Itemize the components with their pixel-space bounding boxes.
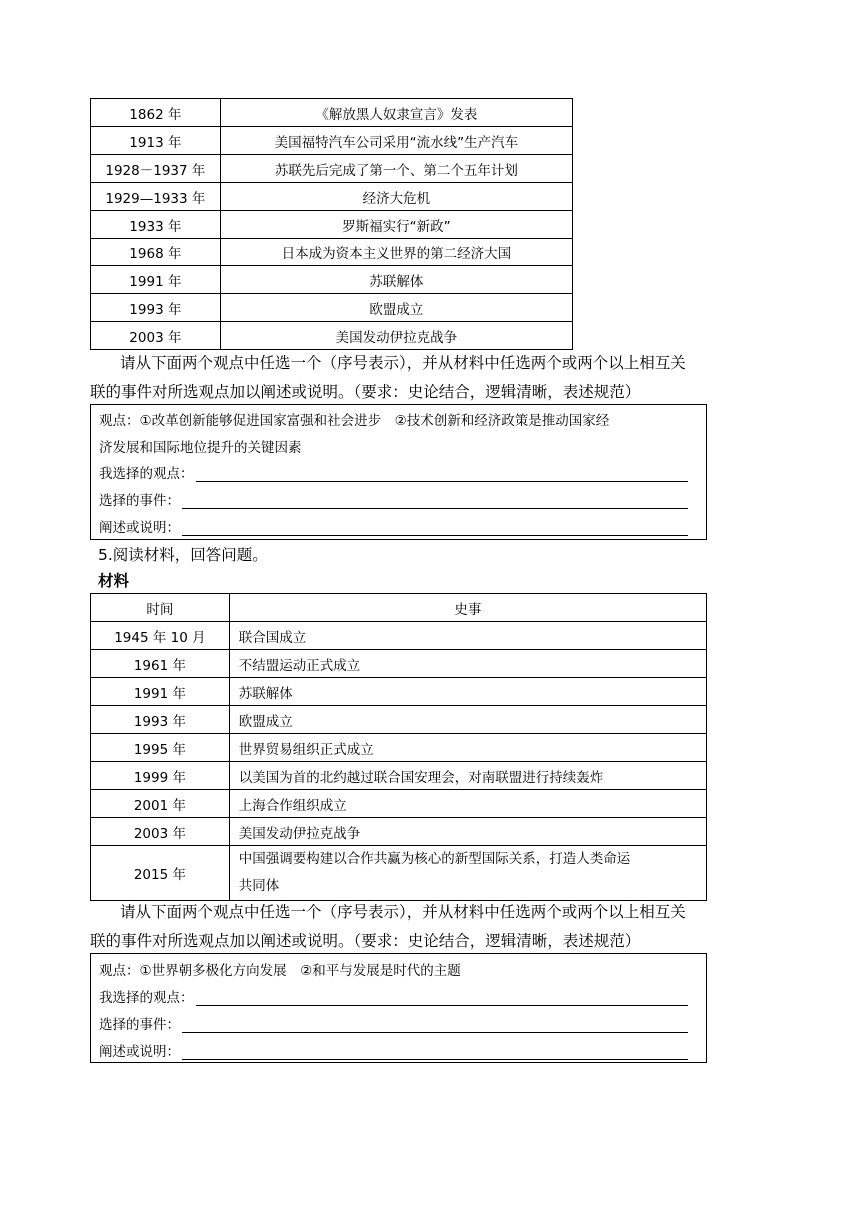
event-cell: 美国发动伊拉克战争 (229, 818, 706, 846)
year-cell: 1945 年 10 月 (91, 622, 230, 650)
year-cell: 1993 年 (91, 706, 230, 734)
table-row (91, 762, 707, 790)
table-row (91, 322, 573, 350)
table-row (91, 155, 573, 183)
explain-row (99, 516, 688, 536)
viewpoints-line-2: 济发展和国际地位提升的关键因素 (99, 440, 302, 456)
year-cell: 1995 年 (91, 734, 230, 762)
answer-box-1 (90, 404, 707, 540)
event-cell: 欧盟成立 (220, 294, 572, 322)
explain-blank[interactable] (182, 520, 688, 536)
events-label: 选择的事件： (99, 493, 180, 509)
event-cell: 日本成为资本主义世界的第二经济大国 (220, 239, 572, 266)
time-header: 时间 (91, 594, 230, 622)
year-cell: 1961 年 (91, 650, 230, 678)
viewpoint-choice-row (99, 462, 688, 482)
table-row (91, 650, 707, 678)
year-cell: 1993 年 (91, 294, 221, 322)
event-cell-line-2: 共同体 (238, 878, 280, 894)
year-cell: 1968 年 (91, 239, 221, 266)
event-cell: 经济大危机 (220, 183, 572, 211)
explain-row (99, 1040, 688, 1060)
viewpoint-choice-label: 我选择的观点： (99, 466, 194, 482)
events-blank[interactable] (182, 493, 688, 509)
explain-blank[interactable] (182, 1044, 688, 1060)
year-cell: 2015 年 (91, 846, 230, 901)
event-cell: 罗斯福实行“新政” (220, 211, 572, 239)
year-cell: 2003 年 (91, 322, 221, 350)
instruction-line-2: 联的事件对所选观点加以阐述或说明。（要求：史论结合，逻辑清晰，表述规范） (90, 383, 641, 401)
year-cell: 1933 年 (91, 211, 221, 239)
events-row (99, 489, 688, 509)
answer-box-2 (90, 953, 707, 1063)
event-cell: 苏联解体 (229, 678, 706, 706)
table-row (91, 622, 707, 650)
event-header: 史事 (229, 594, 706, 622)
material-label: 材料 (98, 572, 130, 590)
table-row (91, 183, 573, 211)
year-cell: 2003 年 (91, 818, 230, 846)
events-blank[interactable] (182, 1017, 688, 1033)
event-cell (229, 846, 706, 901)
viewpoints-line-1: 观点：①世界朝多极化方向发展 ②和平与发展是时代的主题 (99, 963, 461, 979)
event-cell: 美国福特汽车公司采用“流水线”生产汽车 (220, 127, 572, 155)
event-cell: 苏联先后完成了第一个、第二个五年计划 (220, 155, 572, 183)
year-cell: 1929—1933 年 (91, 183, 221, 211)
event-cell: 欧盟成立 (229, 706, 706, 734)
instruction2-line-1: 请从下面两个观点中任选一个（序号表示），并从材料中任选两个或两个以上相互关 (120, 903, 686, 921)
event-cell: 上海合作组织成立 (229, 790, 706, 818)
year-cell: 1991 年 (91, 678, 230, 706)
viewpoint-choice-label: 我选择的观点： (99, 990, 194, 1006)
event-cell: 联合国成立 (229, 622, 706, 650)
events-row (99, 1013, 688, 1033)
year-cell: 1999 年 (91, 762, 230, 790)
question-5-title: 5.阅读材料，回答问题。 (98, 546, 268, 564)
table-row (91, 294, 573, 322)
event-cell: 以美国为首的北约越过联合国安理会，对南联盟进行持续轰炸 (229, 762, 706, 790)
event-cell: 《解放黑人奴隶宣言》发表 (220, 99, 572, 127)
explain-label: 阐述或说明： (99, 1044, 180, 1060)
table-row (91, 266, 573, 294)
year-cell: 1928－1937 年 (91, 155, 221, 183)
year-cell: 1991 年 (91, 266, 221, 294)
event-cell: 不结盟运动正式成立 (229, 650, 706, 678)
table-row (91, 211, 573, 239)
table-row (91, 790, 707, 818)
table-row (91, 734, 707, 762)
year-cell: 2001 年 (91, 790, 230, 818)
table-row (91, 678, 707, 706)
table-row (91, 99, 573, 127)
year-cell: 1913 年 (91, 127, 221, 155)
events-table-1 (90, 98, 573, 350)
instruction-line-1: 请从下面两个观点中任选一个（序号表示），并从材料中任选两个或两个以上相互关 (120, 354, 686, 372)
table-row (91, 818, 707, 846)
viewpoint-choice-blank[interactable] (196, 466, 689, 482)
table-header-row (91, 594, 707, 622)
viewpoint-choice-row (99, 986, 688, 1006)
table-row (91, 239, 573, 266)
event-cell-line-1: 中国强调要构建以合作共赢为核心的新型国际关系，打造人类命运 (238, 851, 631, 867)
events-table-2 (90, 593, 707, 901)
events-label: 选择的事件： (99, 1017, 180, 1033)
table-row (91, 127, 573, 155)
instruction2-line-2: 联的事件对所选观点加以阐述或说明。（要求：史论结合，逻辑清晰，表述规范） (90, 932, 641, 950)
event-cell: 美国发动伊拉克战争 (220, 322, 572, 350)
table-row (91, 706, 707, 734)
event-cell: 世界贸易组织正式成立 (229, 734, 706, 762)
viewpoint-choice-blank[interactable] (196, 990, 689, 1006)
event-cell: 苏联解体 (220, 266, 572, 294)
explain-label: 阐述或说明： (99, 520, 180, 536)
table-row (91, 846, 707, 901)
viewpoints-line-1: 观点：①改革创新能够促进国家富强和社会进步 ②技术创新和经济政策是推动国家经 (99, 413, 610, 429)
year-cell: 1862 年 (91, 99, 221, 127)
